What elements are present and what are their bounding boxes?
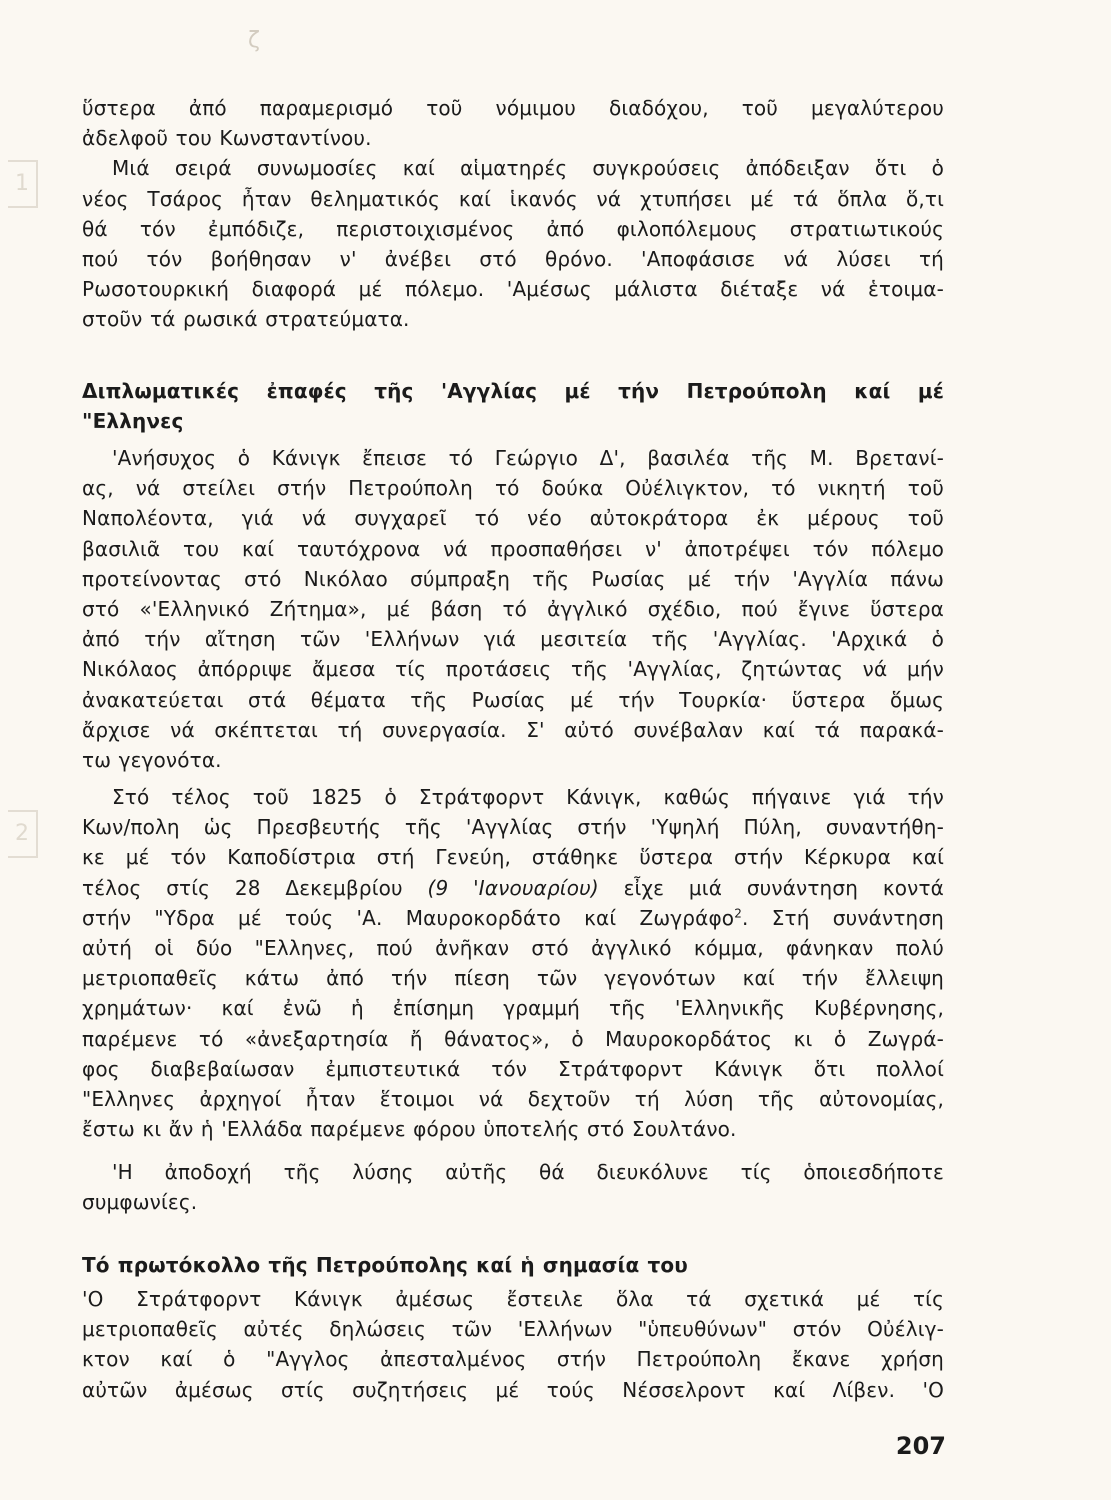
paragraph-stratford-canning	[82, 782, 944, 1144]
section-heading-protocol	[82, 1250, 944, 1280]
text-line: στοῦν τά ρωσικά στρατεύματα.	[82, 307, 410, 332]
text-line: Νικόλαος ἀπόρριψε ἄμεσα τίς προτάσεις τῆς 'Αγγλίας, ζητώντας νά μήν	[82, 657, 944, 682]
text-line: ἄρχισε νά σκέπτεται τή συνεργασία. Σ' αὐτό συνέβαλαν καί τά παρακά-	[82, 717, 944, 742]
text-line: στό «'Ελληνικό Ζήτημα», μέ βάση τό ἀγγλικό σχέδιο, πού ἔγινε ὕστερα	[82, 596, 944, 621]
heading-line: "Ελληνες	[82, 409, 184, 434]
page-top-mark: ζ	[248, 28, 260, 53]
margin-marker-1: 1	[8, 160, 38, 208]
footnote-marker: 2	[734, 906, 742, 921]
text-fragment: . Στή συνάντηση	[742, 905, 945, 930]
text-line: "Ελληνες ἀρχηγοί ἦταν ἕτοιμοι νά δεχτοῦν τή λύση τῆς αὐτονομίας,	[82, 1086, 944, 1111]
text-line: αὐτῶν ἀμέσως στίς συζητήσεις μέ τούς Νέσσελροντ καί Λίβεν. 'Ο	[82, 1377, 944, 1402]
heading-line: Τό πρωτόκολλο τῆς Πετρούπολης καί ἡ σημασία του	[82, 1253, 688, 1277]
text-line: 'Ο Στράτφορντ Κάνιγκ ἀμέσως ἔστειλε ὅλα τά σχετικά μέ τίς	[82, 1287, 944, 1311]
text-line: ἔστω κι ἄν ἡ 'Ελλάδα παρέμενε φόρου ὑποτελής στό Σουλτάνο.	[82, 1117, 737, 1142]
text-line: παρέμενε τό «ἀνεξαρτησία ἤ θάνατος», ὁ Μαυροκορδάτος κι ὁ Ζωγρά-	[82, 1026, 944, 1051]
section-heading-diplomatic-contacts	[82, 376, 944, 436]
text-line: ὕστερα ἀπό παραμερισμό τοῦ νόμιμου διαδόχου, τοῦ μεγαλύτερου	[82, 96, 944, 120]
paragraph-acceptance	[82, 1157, 944, 1217]
text-line: κε μέ τόν Καποδίστρια στή Γενεύη, στάθηκε ὕστερα στήν Κέρκυρα καί	[82, 845, 944, 870]
text-line	[82, 903, 944, 933]
text-block-intro	[82, 93, 944, 335]
text-line: χρημάτων· καί ἐνῶ ἡ ἐπίσημη γραμμή τῆς 'Ελληνικῆς Κυβέρνησης,	[82, 996, 944, 1021]
text-line: πού τόν βοήθησαν ν' ἀνέβει στό θρόνο. 'Αποφάσισε νά λύσει τή	[82, 246, 944, 271]
paragraph-canning-wellington	[82, 443, 944, 775]
text-line: Ναπολέοντα, γιά νά συγχαρεῖ τό νέο αὐτοκράτορα ἐκ μέρους τοῦ	[82, 506, 944, 531]
text-line: ἀπό τήν αἴτηση τῶν 'Ελλήνων γιά μεσιτεία τῆς 'Αγγλίας. 'Αρχικά ὁ	[82, 627, 944, 652]
italic-date: (9 'Ιανουαρίου)	[427, 875, 599, 900]
text-line: προτείνοντας στό Νικόλαο σύμπραξη τῆς Ρωσίας μέ τήν 'Αγγλία πάνω	[82, 566, 944, 591]
text-line: θά τόν ἐμπόδιζε, περιστοιχισμένος ἀπό φιλοπόλεμους στρατιωτικούς	[82, 216, 944, 241]
text-fragment: εἶχε μιά συνάντηση κοντά	[623, 875, 944, 900]
text-line	[82, 873, 944, 903]
text-line: συμφωνίες.	[82, 1190, 198, 1215]
text-line: φος διαβεβαίωσαν ἐμπιστευτικά τόν Στράτφορντ Κάνιγκ ὅτι πολλοί	[82, 1056, 944, 1081]
heading-line: Διπλωματικές ἐπαφές τῆς 'Αγγλίας μέ τήν Πετρούπολη καί μέ	[82, 379, 944, 403]
margin-marker-2: 2	[8, 810, 38, 858]
text-fragment: στήν "Υδρα μέ τούς 'Α. Μαυροκορδάτο καί Ζωγράφο	[82, 905, 735, 930]
text-line: Ρωσοτουρκική διαφορά μέ πόλεμο. 'Αμέσως μάλιστα διέταξε νά ἑτοιμα-	[82, 277, 944, 302]
text-line: τω γεγονότα.	[82, 747, 222, 772]
page-number: 207	[895, 1432, 946, 1460]
paragraph-protocol	[82, 1284, 944, 1405]
text-line: Μιά σειρά συνωμοσίες καί αἱματηρές συγκρούσεις ἀπόδειξαν ὅτι ὁ	[112, 156, 944, 181]
text-line: Στό τέλος τοῦ 1825 ὁ Στράτφορντ Κάνιγκ, καθώς πήγαινε γιά τήν	[112, 785, 944, 809]
text-line: μετριοπαθεῖς αὐτές δηλώσεις τῶν 'Ελλήνων "ὑπευθύνων" στόν Οὐέλιγ-	[82, 1317, 944, 1342]
text-line: 'Ανήσυχος ὁ Κάνιγκ ἔπεισε τό Γεώργιο Δ', βασιλέα τῆς Μ. Βρετανί-	[112, 446, 944, 470]
text-line: ἀνακατεύεται στά θέματα τῆς Ρωσίας μέ τήν Τουρκία· ὕστερα ὅμως	[82, 687, 944, 712]
text-fragment: τέλος στίς 28 Δεκεμβρίου	[82, 875, 403, 900]
text-line: Κων/πολη ὡς Πρεσβευτής τῆς 'Αγγλίας στήν 'Υψηλή Πύλη, συναντήθη-	[82, 815, 944, 840]
text-line: 'Η ἀποδοχή τῆς λύσης αὐτῆς θά διευκόλυνε τίς ὁποιεσδήποτε	[112, 1160, 944, 1184]
text-line: βασιλιᾶ του καί ταυτόχρονα νά προσπαθήσει ν' ἀποτρέψει τόν πόλεμο	[82, 536, 944, 561]
text-line: αὐτή οἱ δύο "Ελληνες, πού ἀνῆκαν στό ἀγγλικό κόμμα, φάνηκαν πολύ	[82, 935, 944, 960]
text-line: κτον καί ὁ "Αγγλος ἀπεσταλμένος στήν Πετρούπολη ἔκανε χρήση	[82, 1347, 944, 1372]
text-line: μετριοπαθεῖς κάτω ἀπό τήν πίεση τῶν γεγονότων καί τήν ἔλλειψη	[82, 966, 944, 991]
text-line: νέος Τσάρος ἦταν θεληματικός καί ἱκανός νά χτυπήσει μέ τά ὅπλα ὅ,τι	[82, 186, 944, 211]
text-line: ἀδελφοῦ του Κωνσταντίνου.	[82, 126, 372, 151]
text-line: ας, νά στείλει στήν Πετρούπολη τό δούκα Οὐέλιγκτον, τό νικητή τοῦ	[82, 476, 944, 501]
